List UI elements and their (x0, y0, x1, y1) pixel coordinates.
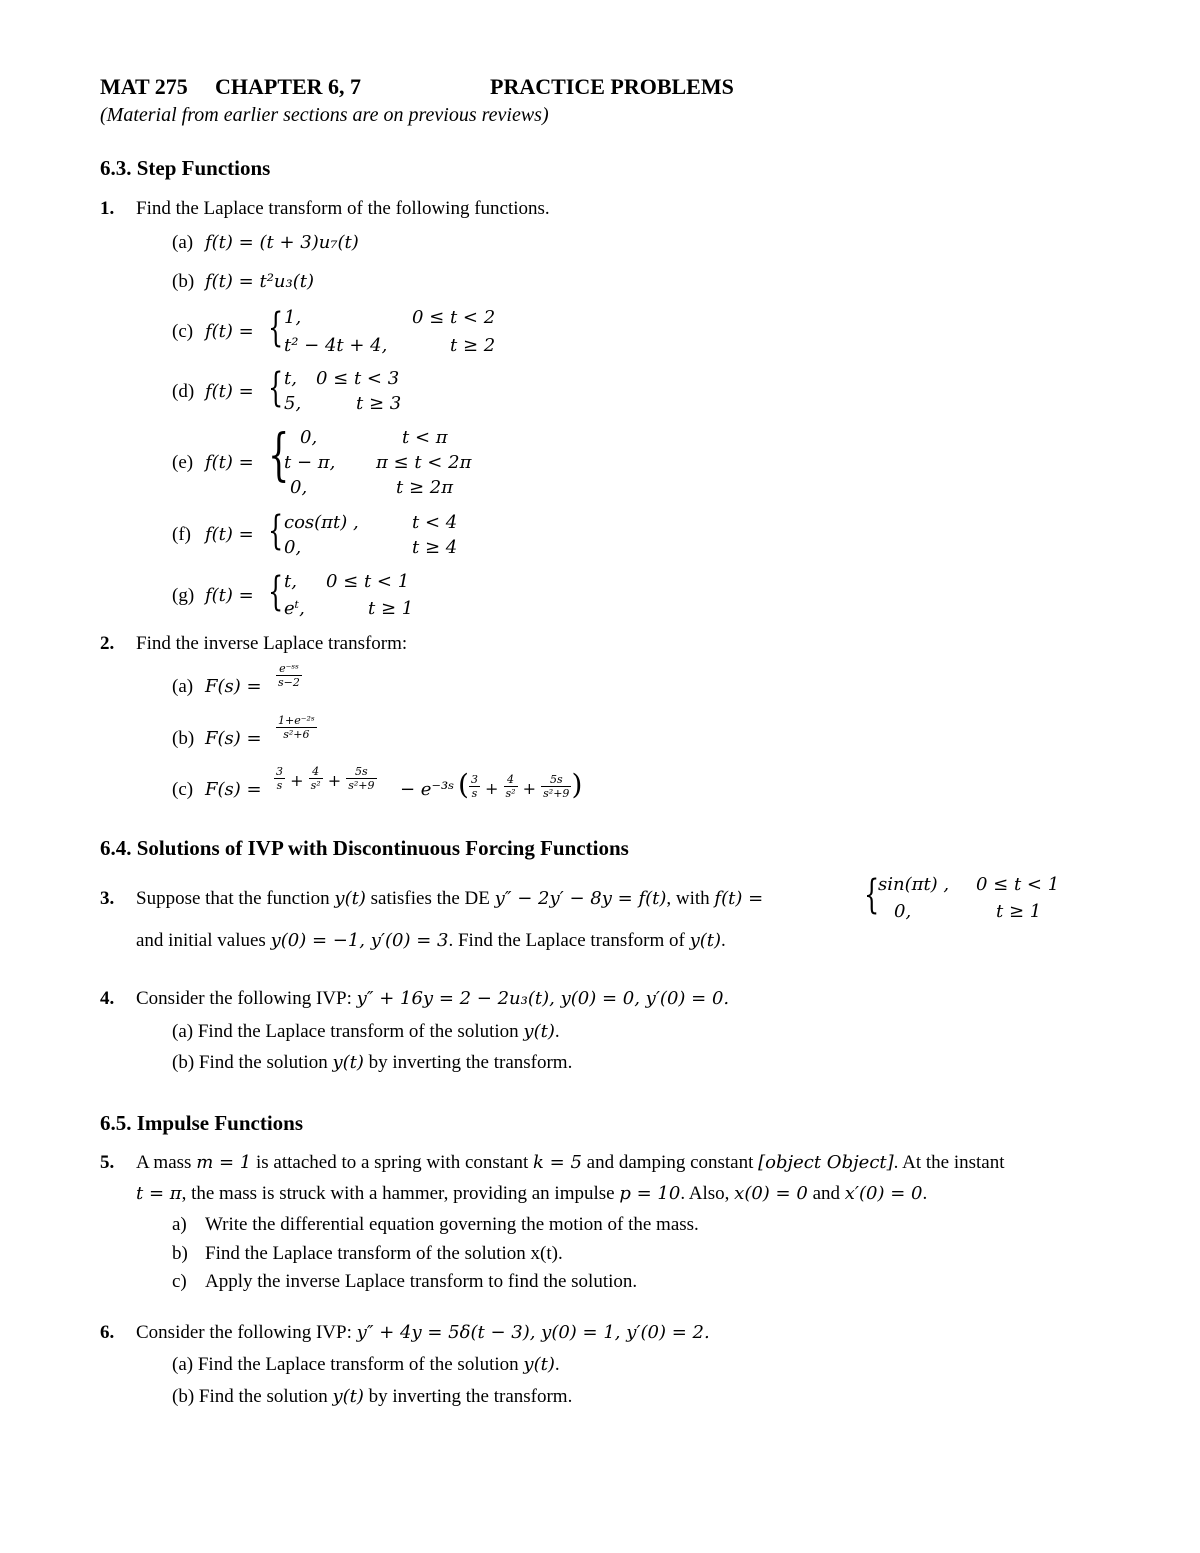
text: . Find the Laplace transform of (448, 930, 690, 951)
part-text: Write the differential equation governing the motion of the mass. (205, 1214, 699, 1235)
math-y: y(t) (523, 1354, 555, 1375)
text: Consider the following IVP: (136, 1322, 357, 1343)
brace-symbol: { (268, 423, 290, 488)
piece-condition: t ≥ 1 (368, 598, 414, 619)
text: by inverting the transform. (363, 1386, 573, 1407)
part-label: b) (172, 1243, 188, 1264)
math-y: y(t) (334, 888, 366, 909)
problem-number: 2. (100, 633, 115, 654)
piece-condition: t ≥ 4 (412, 537, 458, 558)
math-ic: y(0) = −1, y′(0) = 3 (270, 930, 449, 951)
section-title-6-5: 6.5. Impulse Functions (100, 1111, 304, 1135)
math-expression: f(t) = (205, 585, 254, 606)
part-label: (b) (172, 1386, 195, 1407)
part-label: (a) (172, 1354, 194, 1375)
piece-condition: 0 ≤ t < 1 (326, 571, 410, 592)
part-label: (c) (172, 321, 194, 342)
piece-condition: t < π (402, 427, 448, 448)
problem-text: Find the Laplace transform of the following functions. (136, 198, 550, 219)
denominator: s−2 (278, 676, 300, 689)
math-t: t = π (136, 1183, 182, 1204)
part-label: (f) (172, 524, 191, 545)
piece-condition: t ≥ 3 (356, 393, 402, 414)
math-k: k = 5 (533, 1152, 582, 1173)
problem-number: 1. (100, 198, 115, 219)
math-expression: F(s) = (205, 676, 262, 697)
text: Consider the following IVP: (136, 988, 357, 1009)
piece-value: cos(πt) , (284, 512, 359, 533)
numerator: 1+e⁻²ˢ (278, 714, 315, 727)
part-label: (b) (172, 728, 195, 749)
text: , with (666, 888, 715, 909)
piece-condition: t ≥ 2π (396, 477, 454, 498)
text: A mass (136, 1152, 197, 1173)
math-expression: f(t) = t²u₃(t) (205, 271, 315, 292)
math-xp0: x′(0) = 0 (844, 1183, 923, 1204)
part-label: (d) (172, 381, 195, 402)
math-expression: f(t) = (205, 381, 254, 402)
text: Suppose that the function (136, 888, 335, 909)
piece-value: 0, (290, 477, 308, 498)
course-code: MAT 275 (100, 74, 188, 99)
piece-value: 0, (300, 427, 318, 448)
header-note: (Material from earlier sections are on previous reviews) (100, 104, 549, 126)
part-item (172, 1052, 572, 1074)
fraction (276, 662, 302, 692)
text: . (554, 1021, 560, 1042)
math-expression: f(t) = (t + 3)u₇(t) (205, 232, 359, 253)
text: Find the Laplace transform of the solution (197, 1021, 524, 1042)
text: Find the solution (198, 1386, 333, 1407)
part-text: Apply the inverse Laplace transform to find the solution. (205, 1271, 638, 1292)
text: satisfies the DE (365, 888, 495, 909)
fraction (276, 714, 317, 744)
part-label: (b) (172, 271, 195, 292)
brace-symbol: { (268, 508, 284, 554)
text: Find the solution (198, 1052, 333, 1073)
piece-condition: t ≥ 1 (996, 901, 1042, 922)
text: and damping constant (581, 1152, 759, 1173)
numerator: e⁻ˢˢ (279, 662, 299, 675)
part-label: (a) (172, 232, 194, 253)
brace-symbol: { (864, 872, 880, 918)
piece-condition: 0 ≤ t < 3 (316, 368, 400, 389)
part-label: (a) (172, 1021, 194, 1042)
text: . (922, 1183, 928, 1204)
piece-value: t, (284, 368, 297, 389)
math-expression: F(s) = (205, 779, 262, 800)
problem-text (136, 888, 763, 910)
part-label: (c) (172, 779, 194, 800)
part-label: a) (172, 1214, 187, 1235)
brace-symbol: { (268, 365, 284, 411)
part-item (172, 1354, 560, 1376)
exponential-term: − e⁻³ˢ (400, 779, 455, 800)
text: and initial values (136, 930, 271, 951)
problem-text (136, 1322, 710, 1344)
problem-number: 6. (100, 1322, 115, 1343)
piece-value: 1, (284, 307, 302, 328)
fraction-sum: $\frac{3}{s}$ + $\frac{4}{\text{s²}}$ + $\frac{5s}{\text{s²+9}}$ (276, 765, 375, 792)
problem-text (136, 988, 729, 1010)
piece-value: 5, (284, 393, 302, 414)
math-ivp: y″ + 4y = 5δ(t − 3), y(0) = 1, y′(0) = 2. (356, 1322, 710, 1343)
fraction-sum: ( $\frac{3}{s}$ + $\frac{4}{\text{s²}}$ + $\frac{5s}{\text{s²+9}}$ ) (458, 768, 583, 801)
text: Find the Laplace transform of the solution (197, 1354, 524, 1375)
text: and (807, 1183, 845, 1204)
math-f: f(t) = (714, 888, 764, 909)
text: is attached to a spring with constant (251, 1152, 534, 1173)
piece-value: sin(πt) , (878, 874, 950, 895)
math-expression: F(s) = (205, 728, 262, 749)
chapter-label: CHAPTER 6, 7 (215, 74, 362, 99)
math-m: m = 1 (196, 1152, 252, 1173)
section-title-6-3: 6.3. Step Functions (100, 156, 271, 180)
math-de: y″ − 2y′ − 8y = f(t) (494, 888, 667, 909)
problem-text: Find the inverse Laplace transform: (136, 633, 408, 654)
text: . (554, 1354, 560, 1375)
piece-condition: t < 4 (412, 512, 458, 533)
problem-text (136, 930, 726, 952)
problem-text (136, 1152, 1005, 1174)
math-expression: f(t) = (205, 321, 254, 342)
part-label: (b) (172, 1052, 195, 1073)
section-title-6-4: 6.4. Solutions of IVP with Discontinuous Forcing Functions (100, 836, 629, 860)
piece-value: 0, (284, 537, 302, 558)
math-y: y(t) (332, 1386, 364, 1407)
brace-symbol: { (268, 569, 284, 615)
part-label: (e) (172, 452, 194, 473)
part-label: (a) (172, 676, 194, 697)
part-item (172, 1386, 572, 1408)
part-label: (g) (172, 585, 195, 606)
problem-number: 3. (100, 888, 115, 909)
piece-condition: t ≥ 2 (450, 335, 496, 356)
text: , the mass is struck with a hammer, providing an impulse (181, 1183, 620, 1204)
piece-value: t − π, (284, 452, 336, 473)
problem-number: 4. (100, 988, 115, 1009)
text: . (721, 930, 726, 951)
piece-value: eᵗ, (284, 598, 305, 619)
math-expression: f(t) = (205, 452, 254, 473)
brace-symbol: { (268, 305, 284, 351)
denominator: s²+6 (276, 727, 317, 741)
math-p: p = 10 (619, 1183, 681, 1204)
math-expression: f(t) = (205, 524, 254, 545)
part-label: c) (172, 1271, 187, 1292)
math-y: y(t) (689, 930, 722, 951)
math-x0: x(0) = 0 (734, 1183, 808, 1204)
text: . At the instant (893, 1152, 1005, 1173)
math-c: [object Object] (758, 1152, 894, 1173)
text: by inverting the transform. (363, 1052, 573, 1073)
math-ivp: y″ + 16y = 2 − 2u₃(t), y(0) = 0, y′(0) = 0. (356, 988, 730, 1009)
text: . Also, (680, 1183, 735, 1204)
part-item (172, 1021, 560, 1043)
piece-condition: 0 ≤ t < 2 (412, 307, 496, 328)
piece-condition: 0 ≤ t < 1 (976, 874, 1060, 895)
piece-value: t² − 4t + 4, (284, 335, 388, 356)
piece-value: 0, (894, 901, 912, 922)
math-y: y(t) (523, 1021, 555, 1042)
problem-text (136, 1183, 927, 1205)
part-text: Find the Laplace transform of the solution x(t). (205, 1243, 563, 1264)
page-title: PRACTICE PROBLEMS (490, 74, 734, 99)
math-y: y(t) (332, 1052, 364, 1073)
piece-value: t, (284, 571, 297, 592)
problem-number: 5. (100, 1152, 115, 1173)
piece-condition: π ≤ t < 2π (376, 452, 472, 473)
